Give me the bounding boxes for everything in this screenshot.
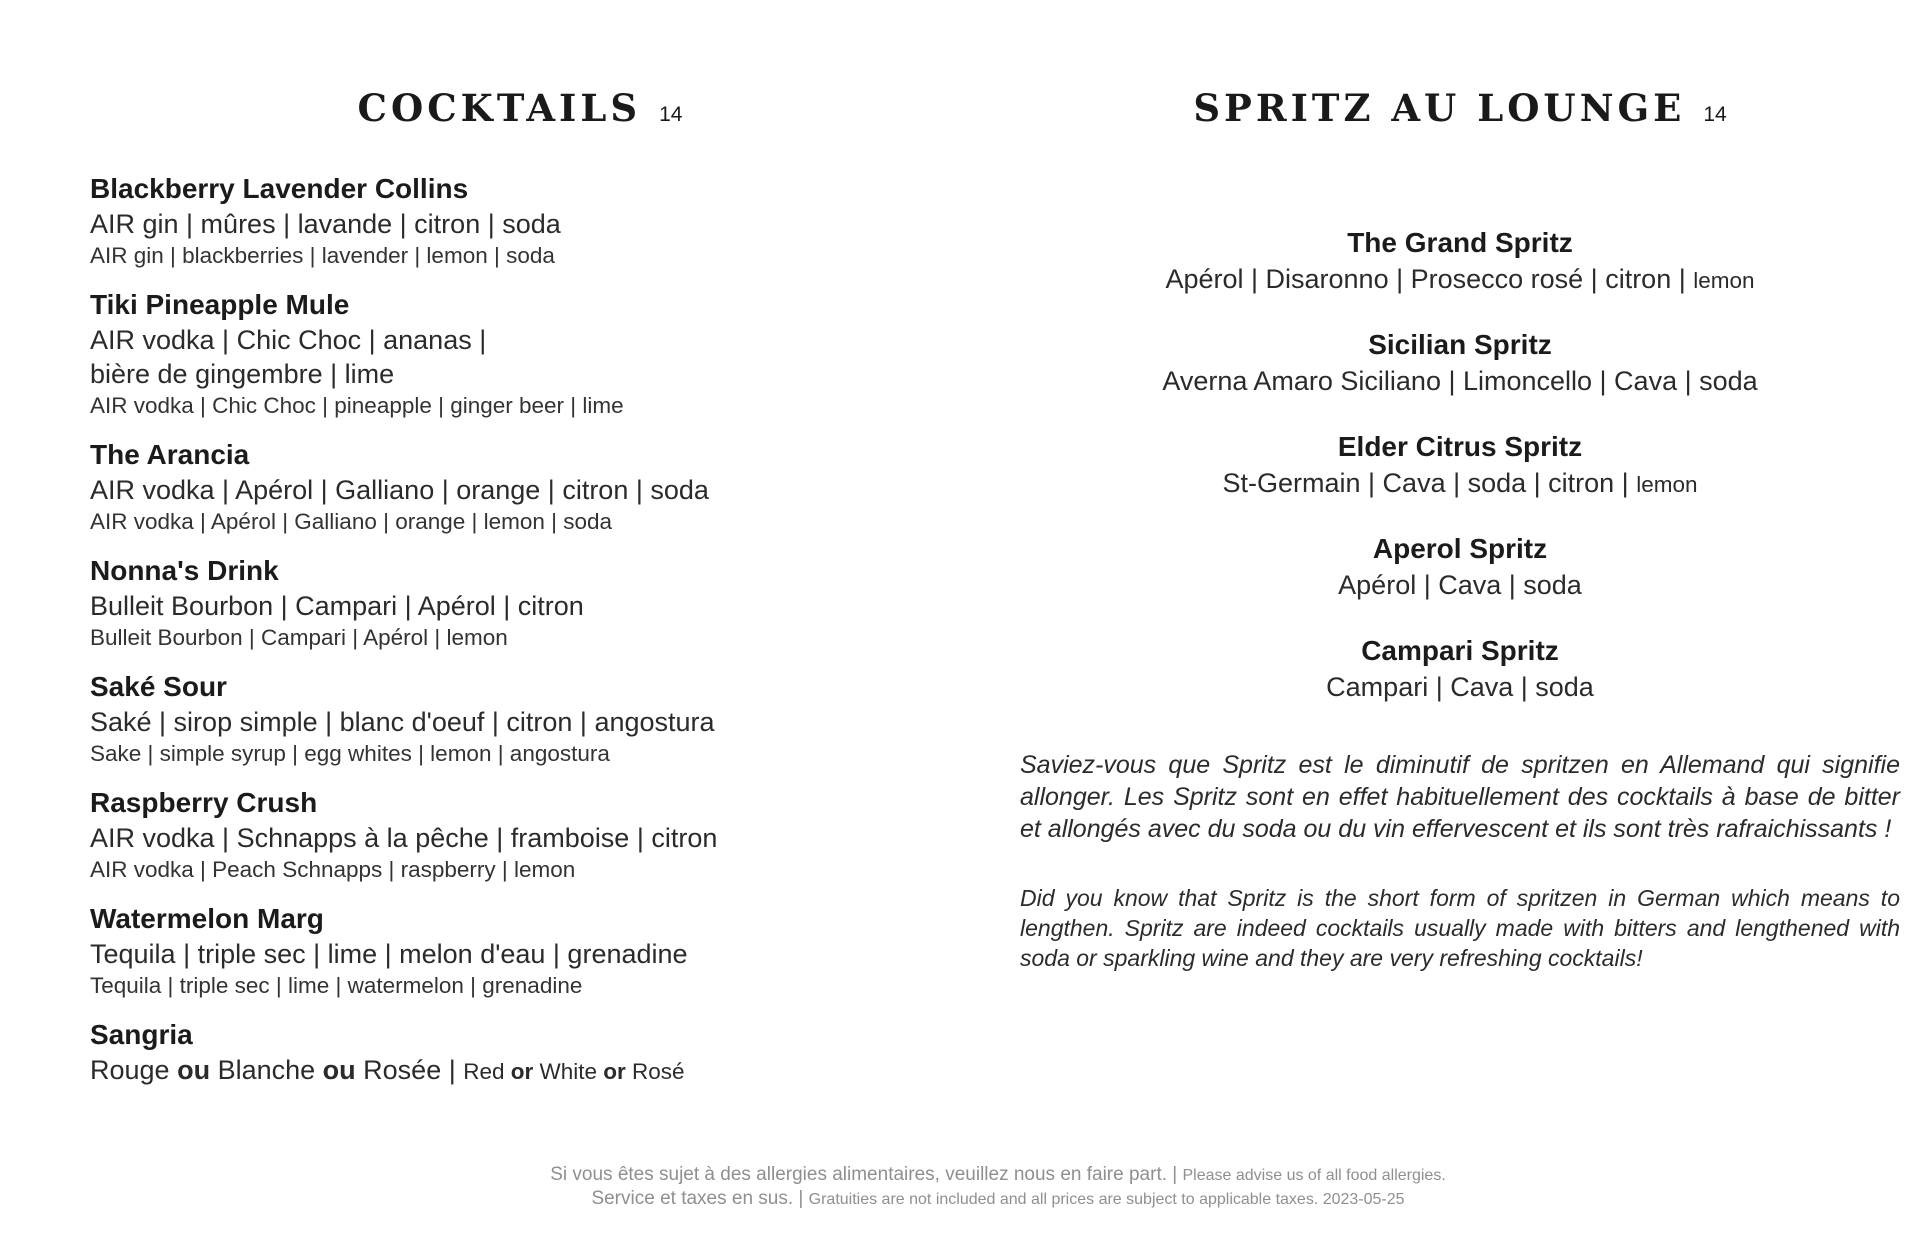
- item-desc-fr: AIR gin | mûres | lavande | citron | soda: [90, 209, 561, 239]
- item-name: Blackberry Lavender Collins: [90, 173, 469, 204]
- item-desc-en: AIR vodka | Apérol | Galliano | orange | lemon | soda: [90, 509, 613, 534]
- menu-item-the-arancia: [90, 437, 950, 537]
- item-desc-fr: AIR vodka | Apérol | Galliano | orange | citron | soda: [90, 475, 709, 505]
- item-desc-fr: Bulleit Bourbon | Campari | Apérol | citron: [90, 591, 584, 621]
- spritz-item-elder-citrus-spritz: [1020, 429, 1900, 503]
- footer-tax-en: Gratuities are not included and all prices are subject to applicable taxes. 2023-05-25: [808, 1191, 1405, 1208]
- cocktails-title: [90, 86, 950, 137]
- item-desc-en: AIR vodka | Chic Choc | pineapple | ginger beer | lime: [90, 393, 624, 418]
- footer-allergy-en: Please advise us of all food allergies.: [1182, 1167, 1446, 1184]
- item-desc-fr: Apérol | Cava | soda: [1338, 570, 1582, 600]
- item-desc-fr: AIR vodka | Chic Choc | ananas |: [90, 325, 487, 355]
- item-name: Campari Spritz: [1361, 635, 1559, 666]
- item-desc-mixed: [90, 1053, 950, 1089]
- menu-item-nonnas-drink: [90, 553, 950, 653]
- sangria-en-3: Rosé: [625, 1059, 685, 1084]
- footer-allergy-line: [78, 1163, 1918, 1187]
- spritz-title: [1020, 86, 1900, 137]
- menu-item-raspberry-crush: [90, 785, 950, 885]
- sangria-en-bold-1: or: [510, 1059, 534, 1084]
- item-desc-fr: Saké | sirop simple | blanc d'oeuf | citron | angostura: [90, 707, 715, 737]
- cocktails-price: 14: [659, 103, 683, 126]
- item-desc-fr: St-Germain | Cava | soda | citron |: [1222, 468, 1637, 498]
- sangria-fr-bold-2: ou: [322, 1055, 356, 1085]
- item-desc-en: lemon: [1636, 472, 1698, 497]
- item-desc-en: AIR vodka | Peach Schnapps | raspberry | lemon: [90, 857, 576, 882]
- cocktails-item-list: [90, 171, 950, 1089]
- item-desc: [1020, 261, 1900, 299]
- item-desc-fr: Tequila | triple sec | lime | melon d'eau | grenadine: [90, 939, 688, 969]
- spritz-price: 14: [1703, 103, 1727, 126]
- menu-item-sangria: [90, 1017, 950, 1089]
- footer-allergy-fr: Si vous êtes sujet à des allergies alimentaires, veuillez nous en faire part. |: [550, 1164, 1183, 1185]
- spritz-note-french: Saviez-vous que Spritz est le diminutif de spritzen en Allemand qui signifie allonger. Les Spritz sont en effet habituellement des cocktails à base de bitter et allongés avec du soda ou du vin effervescent et ils sont très rafraichissants !: [1020, 751, 1900, 843]
- item-name: The Arancia: [90, 439, 250, 470]
- menu-item-blackberry-lavender-collins: [90, 171, 950, 271]
- item-name: Sicilian Spritz: [1368, 329, 1552, 360]
- item-desc-fr: Averna Amaro Siciliano | Limoncello | Cava | soda: [1162, 366, 1758, 396]
- item-desc-en: AIR gin | blackberries | lavender | lemon | soda: [90, 243, 555, 268]
- spritz-note-english: Did you know that Spritz is the short form of spritzen in German which means to lengthen. Spritz are indeed cocktails usually made with bitters and lengthened with soda or sparkling wine and they are very refreshing cocktails!: [1020, 885, 1900, 971]
- item-desc: [1020, 669, 1900, 707]
- item-desc-en: Tequila | triple sec | lime | watermelon | grenadine: [90, 973, 583, 998]
- sangria-fr-bold-1: ou: [177, 1055, 211, 1085]
- sangria-en-bold-2: or: [603, 1059, 626, 1084]
- item-desc-fr: Campari | Cava | soda: [1326, 672, 1594, 702]
- spritz-section: [1020, 86, 1900, 996]
- footer: [78, 1163, 1918, 1211]
- item-name: Raspberry Crush: [90, 787, 318, 818]
- spritz-item-list: [1020, 225, 1900, 707]
- sangria-en-1: Red: [463, 1059, 511, 1084]
- item-name: Tiki Pineapple Mule: [90, 289, 350, 320]
- sangria-fr-2: Blanche: [210, 1055, 323, 1085]
- item-desc-fr-line2: bière de gingembre | lime: [90, 359, 395, 389]
- item-desc-en: Bulleit Bourbon | Campari | Apérol | lemon: [90, 625, 508, 650]
- item-desc-en: Sake | simple syrup | egg whites | lemon | angostura: [90, 741, 610, 766]
- spritz-title-text: SPRITZ AU LOUNGE: [1193, 86, 1686, 130]
- item-desc-fr: AIR vodka | Schnapps à la pêche | framboise | citron: [90, 823, 718, 853]
- item-desc: [1020, 567, 1900, 605]
- cocktails-title-text: COCKTAILS: [357, 86, 642, 130]
- item-desc-en: lemon: [1693, 268, 1755, 293]
- item-name: Nonna's Drink: [90, 555, 279, 586]
- item-name: The Grand Spritz: [1347, 227, 1573, 258]
- spritz-item-the-grand-spritz: [1020, 225, 1900, 299]
- menu-item-watermelon-marg: [90, 901, 950, 1001]
- item-name: Watermelon Marg: [90, 903, 324, 934]
- item-name: Sangria: [90, 1019, 193, 1050]
- item-desc-fr: Apérol | Disaronno | Prosecco rosé | citron |: [1165, 264, 1694, 294]
- item-desc: [1020, 363, 1900, 401]
- cocktails-section: [90, 86, 950, 1105]
- footer-tax-line: [78, 1187, 1918, 1211]
- item-name: Saké Sour: [90, 671, 227, 702]
- menu-item-sake-sour: [90, 669, 950, 769]
- spritz-item-aperol-spritz: [1020, 531, 1900, 605]
- item-desc: [1020, 465, 1900, 503]
- sangria-fr-1: Rouge: [90, 1055, 178, 1085]
- menu-item-tiki-pineapple-mule: [90, 287, 950, 421]
- spritz-item-campari-spritz: [1020, 633, 1900, 707]
- item-name: Aperol Spritz: [1372, 533, 1548, 564]
- footer-tax-fr: Service et taxes en sus. |: [591, 1188, 809, 1209]
- item-name: Elder Citrus Spritz: [1337, 431, 1583, 462]
- sangria-fr-3: Rosée |: [355, 1055, 464, 1085]
- sangria-en-2: White: [533, 1059, 604, 1084]
- spritz-item-sicilian-spritz: [1020, 327, 1900, 401]
